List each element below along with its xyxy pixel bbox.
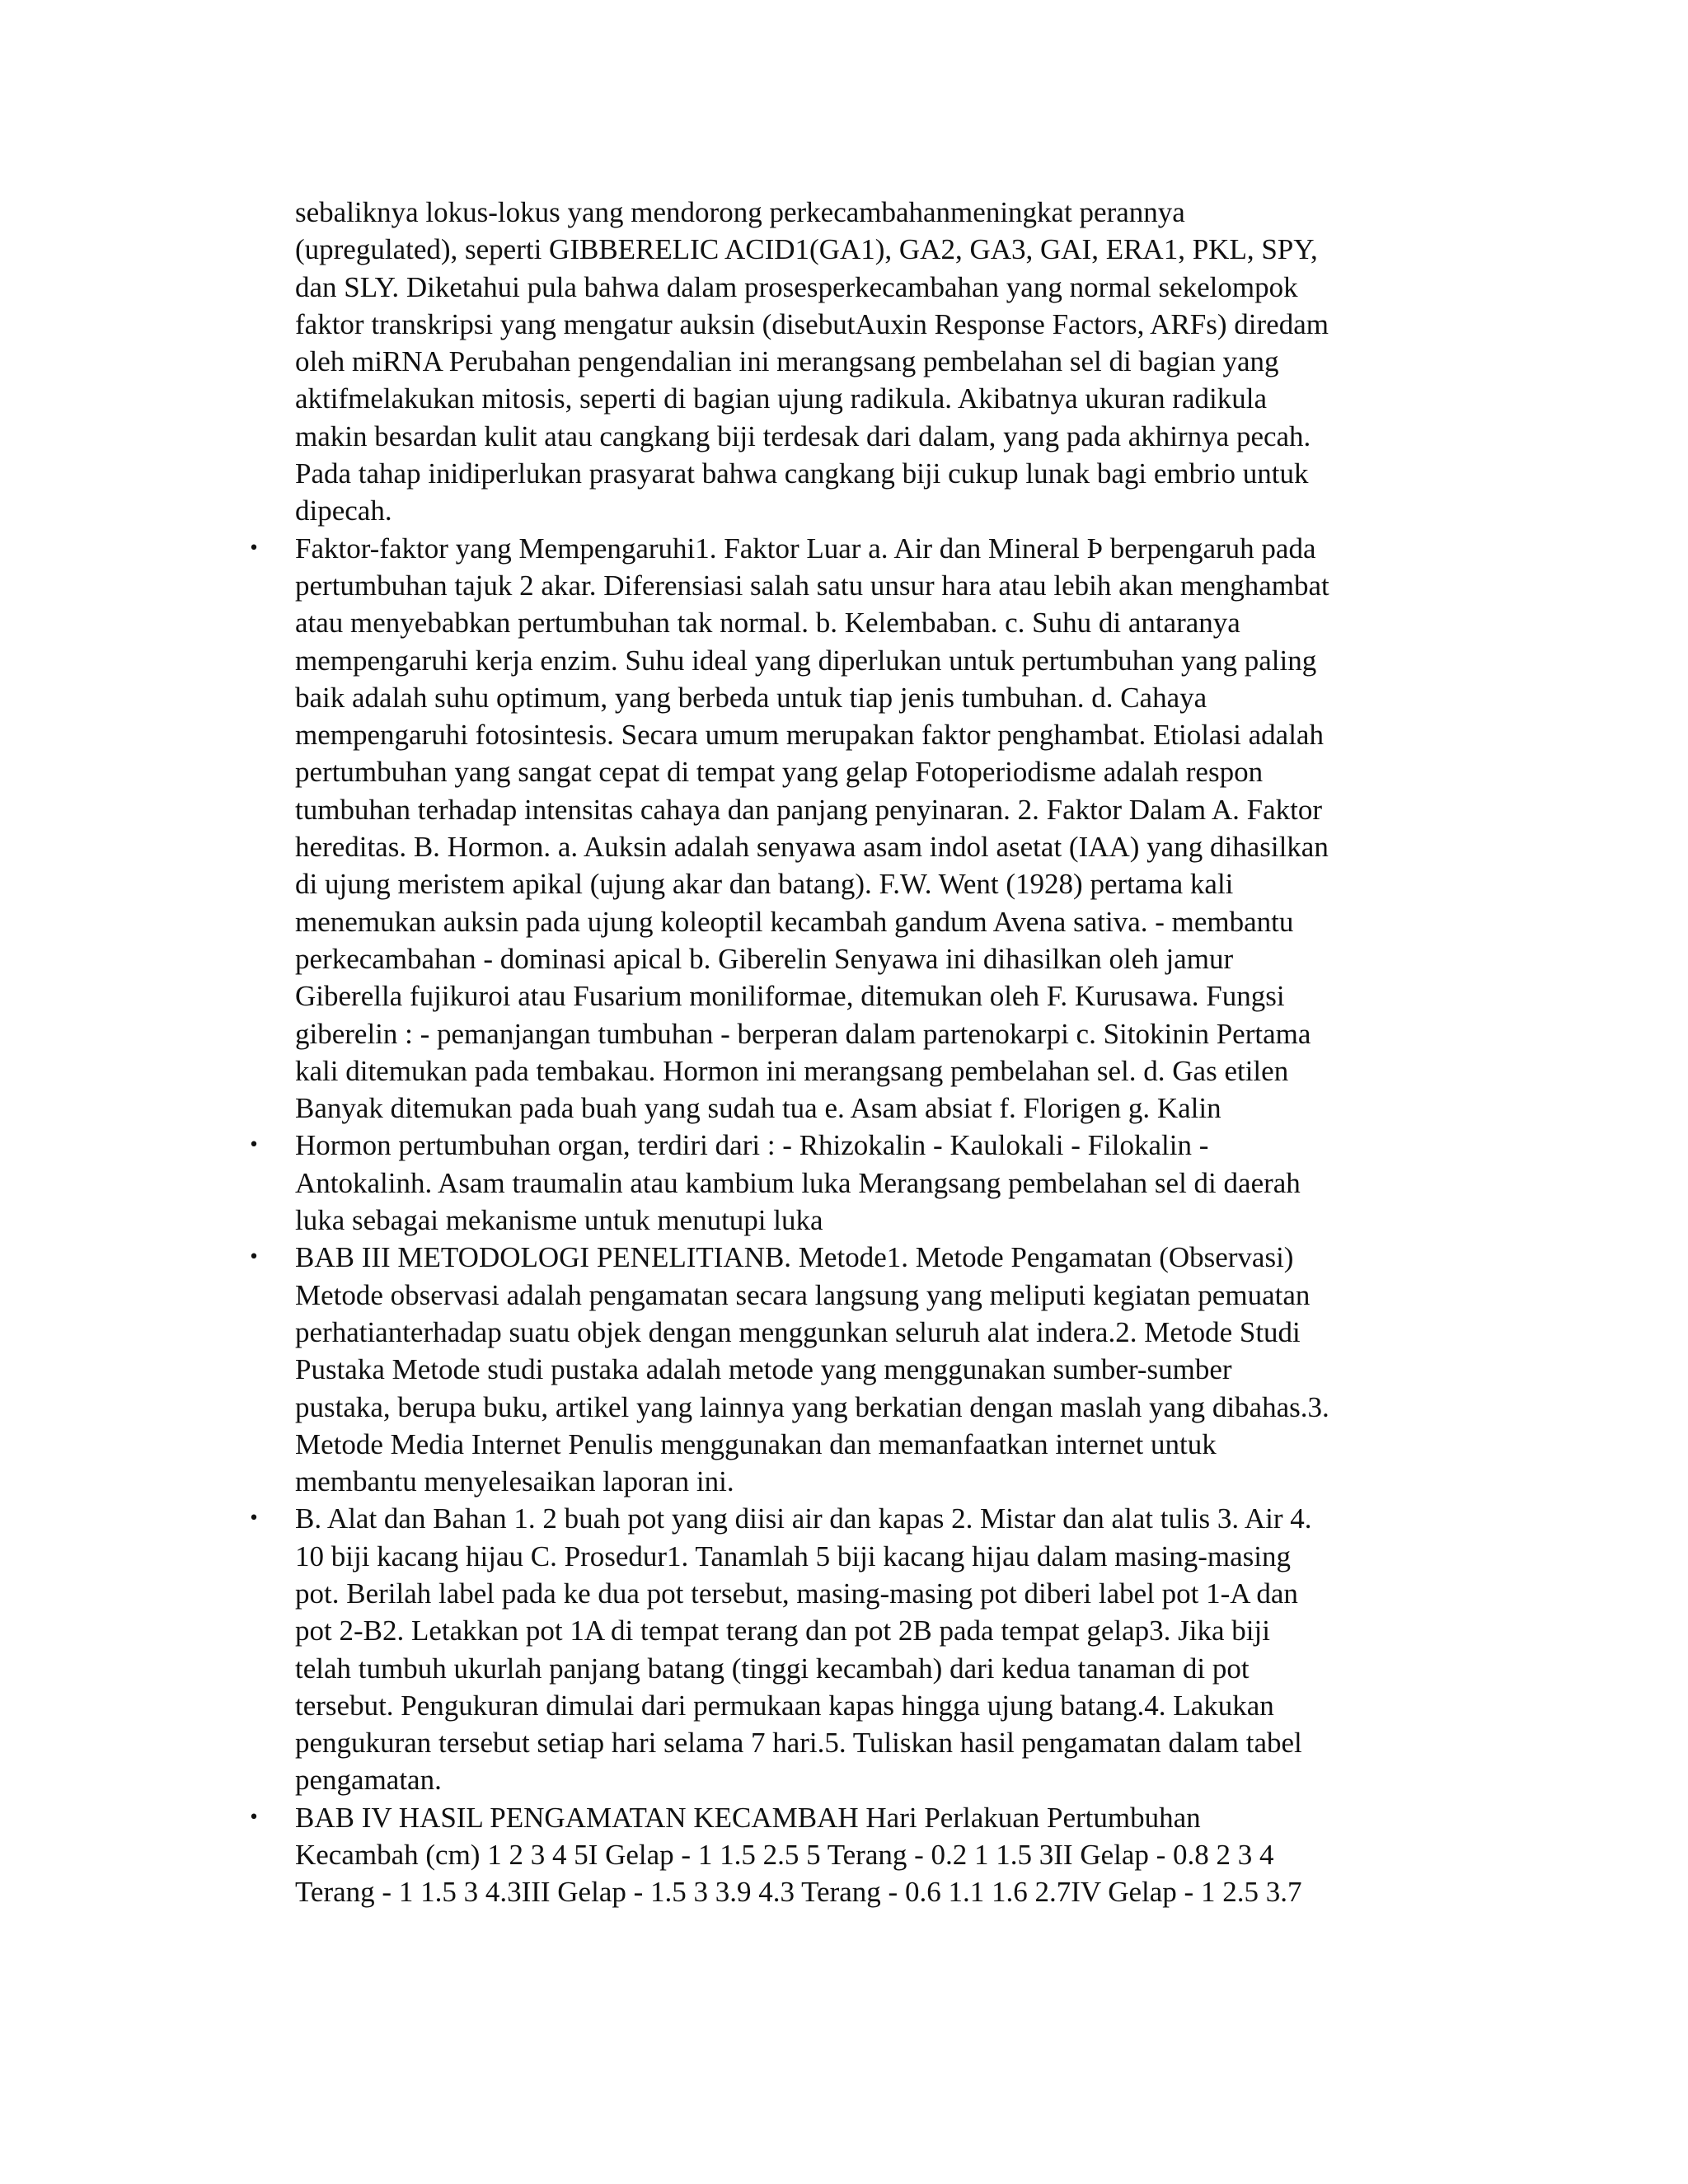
text-line: 10 biji kacang hijau C. Prosedur1. Tanamlah 5 biji kacang hijau dalam masing-masing: [295, 1540, 1292, 1572]
text-line: Kecambah (cm) 1 2 3 4 5I Gelap - 1 1.5 2.5 5 Terang - 0.2 1 1.5 3II Gelap - 0.8 2 3 4: [295, 1839, 1274, 1872]
list-item: [248, 1239, 1465, 1500]
text-line: pertumbuhan tajuk 2 akar. Diferensiasi salah satu unsur hara atau lebih akan menghambat: [295, 569, 1329, 602]
bullet-icon: •: [248, 1508, 260, 1530]
text-line: BAB III METODOLOGI PENELITIANB. Metode1. Metode Pengamatan (Observasi): [295, 1241, 1294, 1274]
text-line: B. Alat dan Bahan 1. 2 buah pot yang diisi air dan kapas 2. Mistar dan alat tulis 3. Air 4.: [295, 1502, 1312, 1535]
text-line: menemukan auksin pada ujung koleoptil kecambah gandum Avena sativa. - membantu: [295, 905, 1294, 938]
bullet-icon: •: [248, 1135, 260, 1156]
text-line: baik adalah suhu optimum, yang berbeda untuk tiap jenis tumbuhan. d. Cahaya: [295, 681, 1207, 714]
list-item: [248, 530, 1465, 1127]
text-line: di ujung meristem apikal (ujung akar dan batang). F.W. Went (1928) pertama kali: [295, 868, 1234, 901]
text-line: faktor transkripsi yang mengatur auksin (disebutAuxin Response Factors, ARFs) diredam: [295, 307, 1329, 340]
text-line: makin besardan kulit atau cangkang biji terdesak dari dalam, yang pada akhirnya pecah.: [295, 419, 1311, 452]
text-line: pertumbuhan yang sangat cepat di tempat yang gelap Fotoperiodisme adalah respon: [295, 756, 1264, 789]
list-item: [248, 1127, 1465, 1239]
text-line: BAB IV HASIL PENGAMATAN KECAMBAH Hari Perlakuan Pertumbuhan: [295, 1801, 1201, 1834]
text-line: luka sebagai mekanisme untuk menutupi luka: [295, 1204, 823, 1237]
text-line: Faktor-faktor yang Mempengaruhi1. Faktor Luar a. Air dan Mineral Þ berpengaruh pada: [295, 532, 1316, 565]
text-line: Hormon pertumbuhan organ, terdiri dari : - Rhizokalin - Kaulokali - Filokalin -: [295, 1129, 1209, 1162]
text-line: atau menyebabkan pertumbuhan tak normal. b. Kelembaban. c. Suhu di antaranya: [295, 607, 1240, 640]
document-body: [248, 194, 1465, 1911]
intro-paragraph: [295, 194, 1465, 530]
text-line: Pada tahap inidiperlukan prasyarat bahwa cangkang biji cukup lunak bagi embrio untuk: [295, 457, 1309, 490]
text-line: kali ditemukan pada tembakau. Hormon ini merangsang pembelahan sel. d. Gas etilen: [295, 1054, 1289, 1087]
text-line: dan SLY. Diketahui pula bahwa dalam prosesperkecambahan yang normal sekelompok: [295, 270, 1298, 303]
text-line: perkecambahan - dominasi apical b. Giberelin Senyawa ini dihasilkan oleh jamur: [295, 942, 1234, 975]
text-line: tersebut. Pengukuran dimulai dari permukaan kapas hingga ujung batang.4. Lakukan: [295, 1689, 1274, 1722]
text-line: oleh miRNA Perubahan pengendalian ini merangsang pembelahan sel di bagian yang: [295, 345, 1279, 378]
text-line: Metode Media Internet Penulis menggunakan dan memanfaatkan internet untuk: [295, 1427, 1217, 1460]
text-line: mempengaruhi kerja enzim. Suhu ideal yang diperlukan untuk pertumbuhan yang paling: [295, 644, 1317, 677]
text-line: aktifmelakukan mitosis, seperti di bagian ujung radikula. Akibatnya ukuran radikula: [295, 382, 1268, 415]
list-item: [248, 1500, 1465, 1798]
text-line: pengamatan.: [295, 1764, 442, 1797]
text-line: telah tumbuh ukurlah panjang batang (tinggi kecambah) dari kedua tanaman di pot: [295, 1652, 1250, 1685]
text-line: Metode observasi adalah pengamatan secara langsung yang meliputi kegiatan pemuatan: [295, 1278, 1311, 1311]
bullet-icon: •: [248, 1807, 260, 1828]
list-item: [248, 1799, 1465, 1911]
text-line: perhatianterhadap suatu objek dengan menggunkan seluruh alat indera.2. Metode Studi: [295, 1315, 1301, 1348]
text-line: Giberella fujikuroi atau Fusarium moniliformae, ditemukan oleh F. Kurusawa. Fungsi: [295, 980, 1285, 1013]
bullet-icon: •: [248, 537, 260, 559]
text-line: tumbuhan terhadap intensitas cahaya dan panjang penyinaran. 2. Faktor Dalam A. Faktor: [295, 793, 1323, 826]
text-line: hereditas. B. Hormon. a. Auksin adalah senyawa asam indol asetat (IAA) yang dihasilkan: [295, 831, 1329, 864]
text-line: membantu menyelesaikan laporan ini.: [295, 1465, 734, 1498]
text-line: Antokalinh. Asam traumalin atau kambium luka Merangsang pembelahan sel di daerah: [295, 1166, 1301, 1199]
text-line: mempengaruhi fotosintesis. Secara umum merupakan faktor penghambat. Etiolasi adalah: [295, 719, 1324, 752]
bullet-list: [248, 530, 1465, 1911]
text-line: pengukuran tersebut setiap hari selama 7 hari.5. Tuliskan hasil pengamatan dalam tabel: [295, 1727, 1302, 1760]
text-line: pot 2-B2. Letakkan pot 1A di tempat terang dan pot 2B pada tempat gelap3. Jika biji: [295, 1615, 1270, 1647]
text-line: giberelin : - pemanjangan tumbuhan - berperan dalam partenokarpi c. Sitokinin Pertama: [295, 1017, 1311, 1050]
text-line: sebaliknya lokus-lokus yang mendorong perkecambahanmeningkat perannya: [295, 196, 1185, 228]
text-line: (upregulated), seperti GIBBERELIC ACID1(GA1), GA2, GA3, GAI, ERA1, PKL, SPY,: [295, 233, 1318, 266]
text-line: Terang - 1 1.5 3 4.3III Gelap - 1.5 3 3.9 4.3 Terang - 0.6 1.1 1.6 2.7IV Gelap - 1 2.5 3.7: [295, 1876, 1302, 1909]
bullet-icon: •: [248, 1247, 260, 1268]
text-line: pustaka, berupa buku, artikel yang lainnya yang berkatian dengan maslah yang dibahas.3.: [295, 1390, 1329, 1423]
text-line: pot. Berilah label pada ke dua pot tersebut, masing-masing pot diberi label pot 1-A dan: [295, 1577, 1298, 1610]
text-line: Banyak ditemukan pada buah yang sudah tua e. Asam absiat f. Florigen g. Kalin: [295, 1092, 1221, 1125]
text-line: Pustaka Metode studi pustaka adalah metode yang menggunakan sumber-sumber: [295, 1353, 1232, 1386]
text-line: dipecah.: [295, 494, 392, 527]
